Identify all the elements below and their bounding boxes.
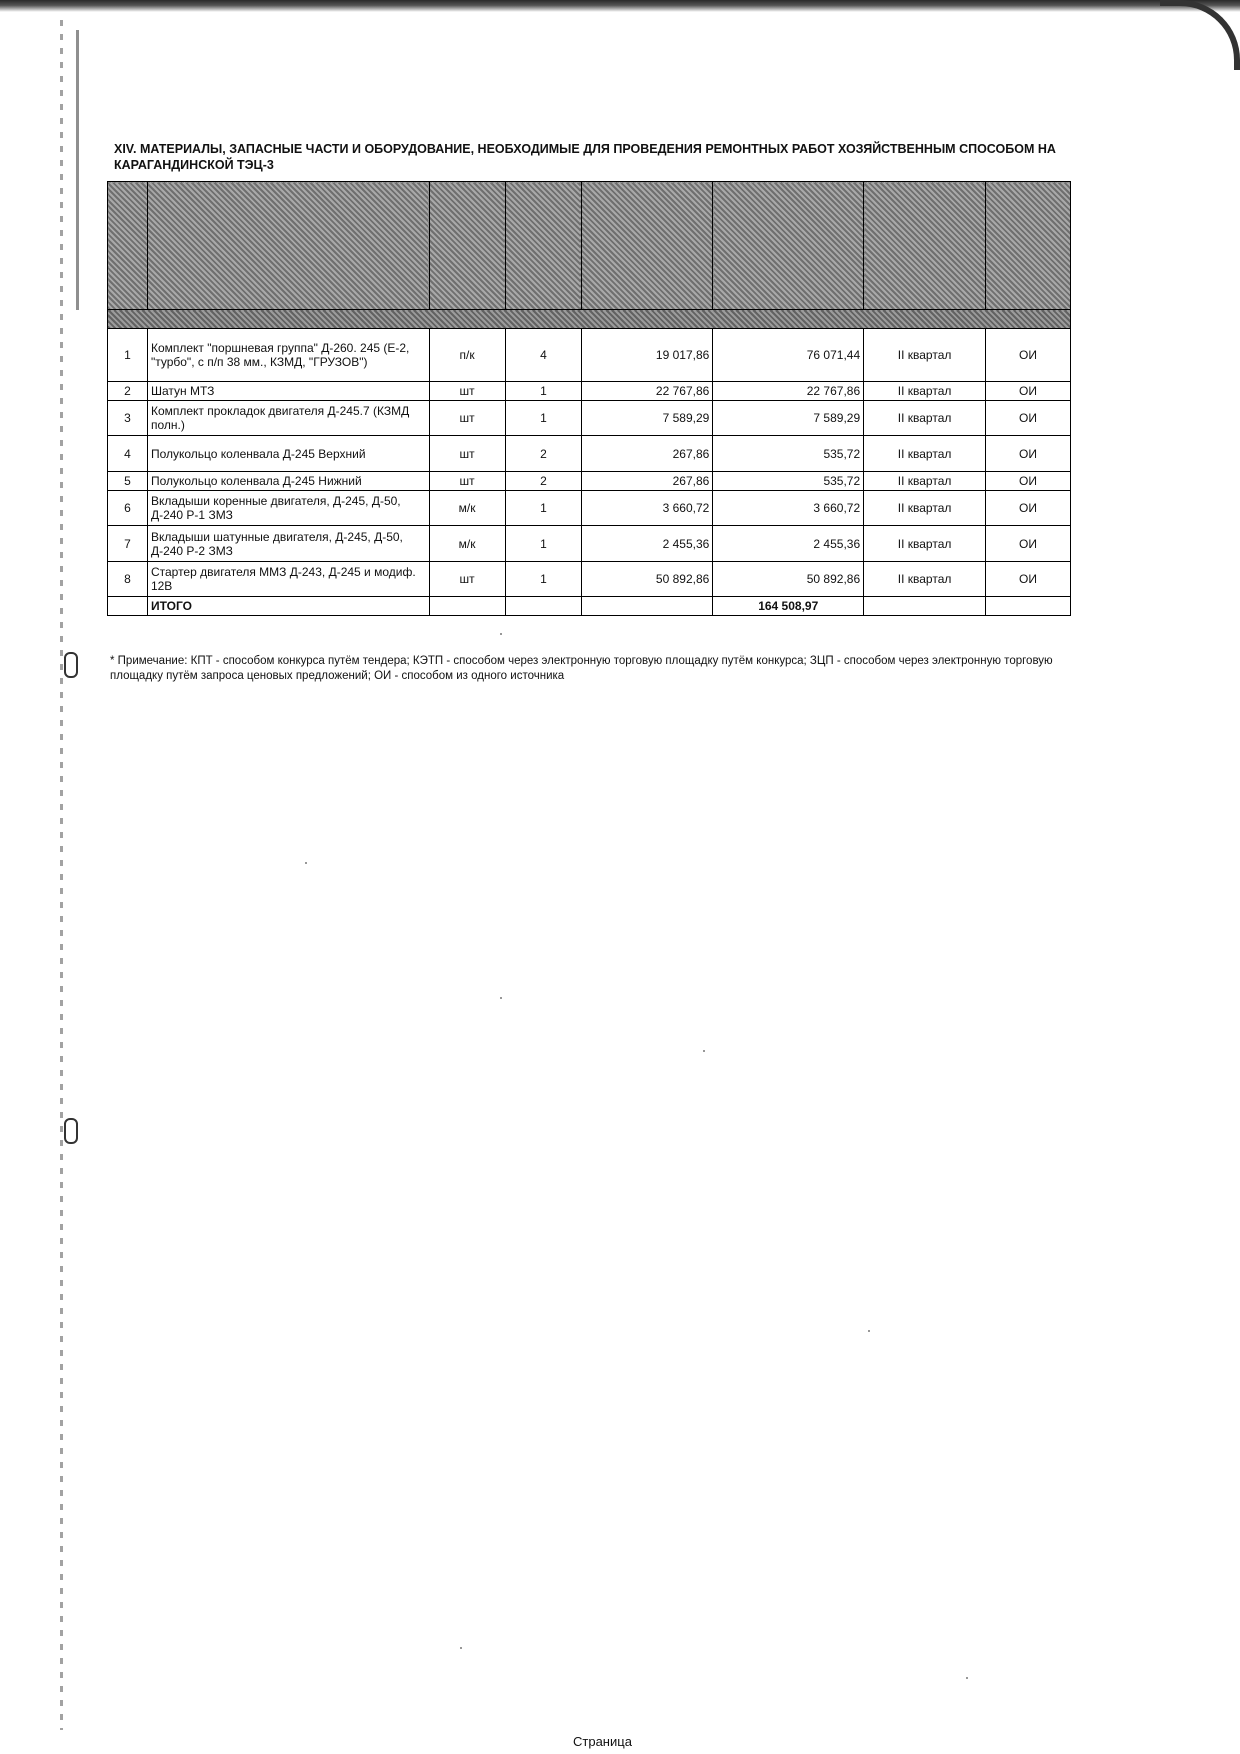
item-sum: 76 071,44 [713,329,864,382]
scan-speck [500,633,502,635]
item-name: Вкладыши шатунные двигателя, Д-245, Д-50, Д-240 Р-2 ЗМЗ [147,526,429,562]
header-cell [505,182,582,310]
table-row [108,472,1071,491]
item-method: ОИ [986,491,1071,526]
table-row [108,562,1071,597]
row-number: 5 [108,472,148,491]
header-cell [582,182,713,310]
header-cell [986,182,1071,310]
item-name: Вкладыши коренные двигателя, Д-245, Д-50, Д-240 Р-1 ЗМЗ [147,491,429,526]
item-unit: м/к [429,526,505,562]
item-name: Полукольцо коленвала Д-245 Нижний [147,472,429,491]
item-sum: 535,72 [713,472,864,491]
punch-hole-mark [64,1118,78,1144]
scan-speck [460,1647,462,1649]
item-name: Стартер двигателя ММЗ Д-243, Д-245 и модиф. 12В [147,562,429,597]
item-quantity: 1 [505,401,582,436]
item-method: ОИ [986,436,1071,472]
scan-speck [703,1050,705,1052]
table-row [108,401,1071,436]
total-empty-cell [986,597,1071,616]
item-price: 22 767,86 [582,382,713,401]
item-quantity: 2 [505,472,582,491]
item-name: Комплект "поршневая группа" Д-260. 245 (Е-2, "турбо", с п/п 38 мм., КЗМД, "ГРУЗОВ") [147,329,429,382]
punch-hole-mark [64,652,78,678]
item-sum: 22 767,86 [713,382,864,401]
header-cell [147,182,429,310]
header-cell [108,182,148,310]
row-number: 6 [108,491,148,526]
row-number: 8 [108,562,148,597]
item-method: ОИ [986,472,1071,491]
section-cell [108,310,1071,329]
table-header-row [108,182,1071,310]
total-sum: 164 508,97 [713,597,864,616]
item-unit: шт [429,472,505,491]
item-period: II квартал [864,562,986,597]
item-unit: м/к [429,491,505,526]
row-number: 4 [108,436,148,472]
total-row [108,597,1071,616]
footnote: * Примечание: КПТ - способом конкурса путём тендера; КЭТП - способом через электронную торговую площадку путём конкурса; ЗЦП - способом через электронную торговую площадку путём запроса ценовых предложений; ОИ - способом из одного источника [110,655,1053,682]
row-number: 7 [108,526,148,562]
table-row [108,526,1071,562]
total-empty-cell [429,597,505,616]
item-price: 7 589,29 [582,401,713,436]
item-period: II квартал [864,401,986,436]
item-unit: шт [429,436,505,472]
header-cell [429,182,505,310]
item-quantity: 1 [505,526,582,562]
item-quantity: 1 [505,382,582,401]
item-name: Комплект прокладок двигателя Д-245.7 (КЗМД полн.) [147,401,429,436]
item-period: II квартал [864,526,986,562]
row-number: 2 [108,382,148,401]
table-row [108,436,1071,472]
item-period: II квартал [864,491,986,526]
item-unit: шт [429,401,505,436]
total-empty-cell [108,597,148,616]
item-sum: 2 455,36 [713,526,864,562]
item-price: 267,86 [582,436,713,472]
item-period: II квартал [864,382,986,401]
item-price: 19 017,86 [582,329,713,382]
item-unit: шт [429,382,505,401]
item-method: ОИ [986,562,1071,597]
item-quantity: 1 [505,491,582,526]
item-method: ОИ [986,329,1071,382]
total-empty-cell [505,597,582,616]
row-number: 1 [108,329,148,382]
materials-table [107,181,1071,616]
item-quantity: 2 [505,436,582,472]
item-sum: 50 892,86 [713,562,864,597]
item-unit: п/к [429,329,505,382]
item-method: ОИ [986,526,1071,562]
table-row [108,329,1071,382]
total-empty-cell [582,597,713,616]
page-footer: Страница [573,1734,632,1749]
scan-speck [305,862,307,864]
item-quantity: 1 [505,562,582,597]
item-name: Полукольцо коленвала Д-245 Верхний [147,436,429,472]
row-number: 3 [108,401,148,436]
item-unit: шт [429,562,505,597]
table-row [108,491,1071,526]
item-name: Шатун МТЗ [147,382,429,401]
total-label: ИТОГО [147,597,429,616]
item-period: II квартал [864,472,986,491]
item-period: II квартал [864,329,986,382]
item-method: ОИ [986,401,1071,436]
scan-speck [868,1330,870,1332]
item-price: 3 660,72 [582,491,713,526]
item-method: ОИ [986,382,1071,401]
total-empty-cell [864,597,986,616]
scan-edge-top [0,0,1240,12]
table-row [108,382,1071,401]
item-price: 2 455,36 [582,526,713,562]
scan-edge-left-mark [76,30,79,310]
document-title: XIV. МАТЕРИАЛЫ, ЗАПАСНЫЕ ЧАСТИ И ОБОРУДОВАНИЕ, НЕОБХОДИМЫЕ ДЛЯ ПРОВЕДЕНИЯ РЕМОНТНЫХ РАБОТ ХОЗЯЙСТВЕННЫМ СПОСОБОМ НА КАРАГАНДИНСКОЙ ТЭЦ-3 [114,142,1056,172]
item-price: 50 892,86 [582,562,713,597]
scan-speck [966,1677,968,1679]
scan-speck [500,997,502,999]
item-sum: 7 589,29 [713,401,864,436]
header-cell [713,182,864,310]
scan-edge-left [60,20,63,1730]
item-sum: 3 660,72 [713,491,864,526]
item-price: 267,86 [582,472,713,491]
item-period: II квартал [864,436,986,472]
item-quantity: 4 [505,329,582,382]
header-cell [864,182,986,310]
section-row [108,310,1071,329]
item-sum: 535,72 [713,436,864,472]
